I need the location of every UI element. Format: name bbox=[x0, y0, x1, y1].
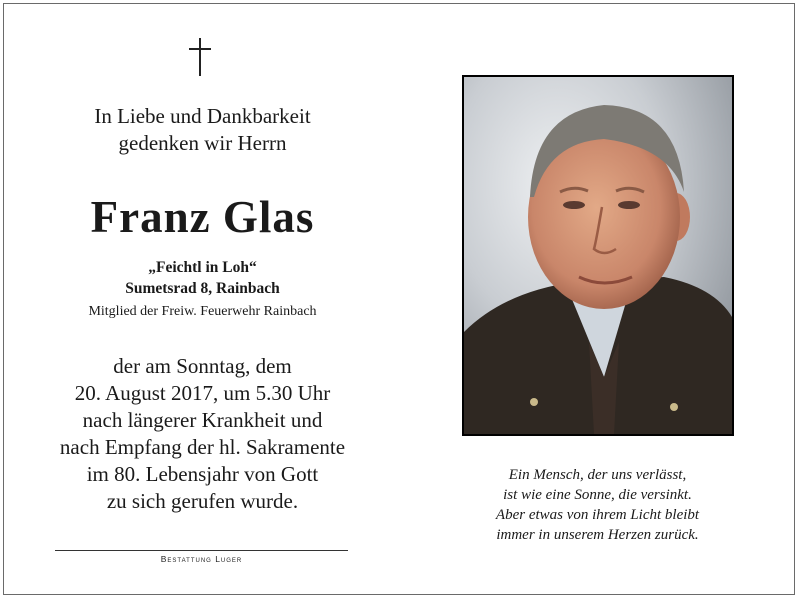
death-notice-line: der am Sonntag, dem bbox=[113, 354, 292, 378]
death-notice-line: zu sich gerufen wurde. bbox=[106, 489, 299, 513]
quote-line: Aber etwas von ihrem Licht bleibt bbox=[495, 507, 700, 523]
address: Sumetsrad 8, Rainbach bbox=[125, 280, 280, 297]
cross-icon bbox=[187, 38, 213, 76]
quote-line: immer in unserem Herzen zurück. bbox=[496, 527, 699, 543]
nickname: „Feichtl in Loh“ bbox=[148, 259, 257, 276]
quote-line: Ein Mensch, der uns verlässt, bbox=[508, 467, 687, 483]
intro-line-2: gedenken wir Herrn bbox=[118, 131, 287, 155]
deceased-name: Franz Glas bbox=[90, 192, 315, 242]
divider bbox=[55, 550, 348, 551]
nickname-address bbox=[40, 257, 365, 299]
quote-line: ist wie eine Sonne, die versinkt. bbox=[503, 487, 692, 503]
intro-text bbox=[40, 103, 365, 157]
death-notice-line: nach Empfang der hl. Sakramente bbox=[59, 435, 346, 459]
intro-line-1: In Liebe und Dankbarkeit bbox=[94, 104, 311, 128]
death-notice-line: nach längerer Krankheit und bbox=[82, 408, 323, 432]
death-notice bbox=[30, 353, 375, 515]
membership: Mitglied der Freiw. Feuerwehr Rainbach bbox=[88, 304, 317, 319]
death-notice-line: 20. August 2017, um 5.30 Uhr bbox=[74, 381, 331, 405]
portrait-photo bbox=[462, 75, 734, 436]
memorial-quote bbox=[455, 465, 740, 545]
death-notice-line: im 80. Lebensjahr von Gott bbox=[86, 462, 319, 486]
undertaker-name: Bestattung Luger bbox=[160, 554, 243, 564]
